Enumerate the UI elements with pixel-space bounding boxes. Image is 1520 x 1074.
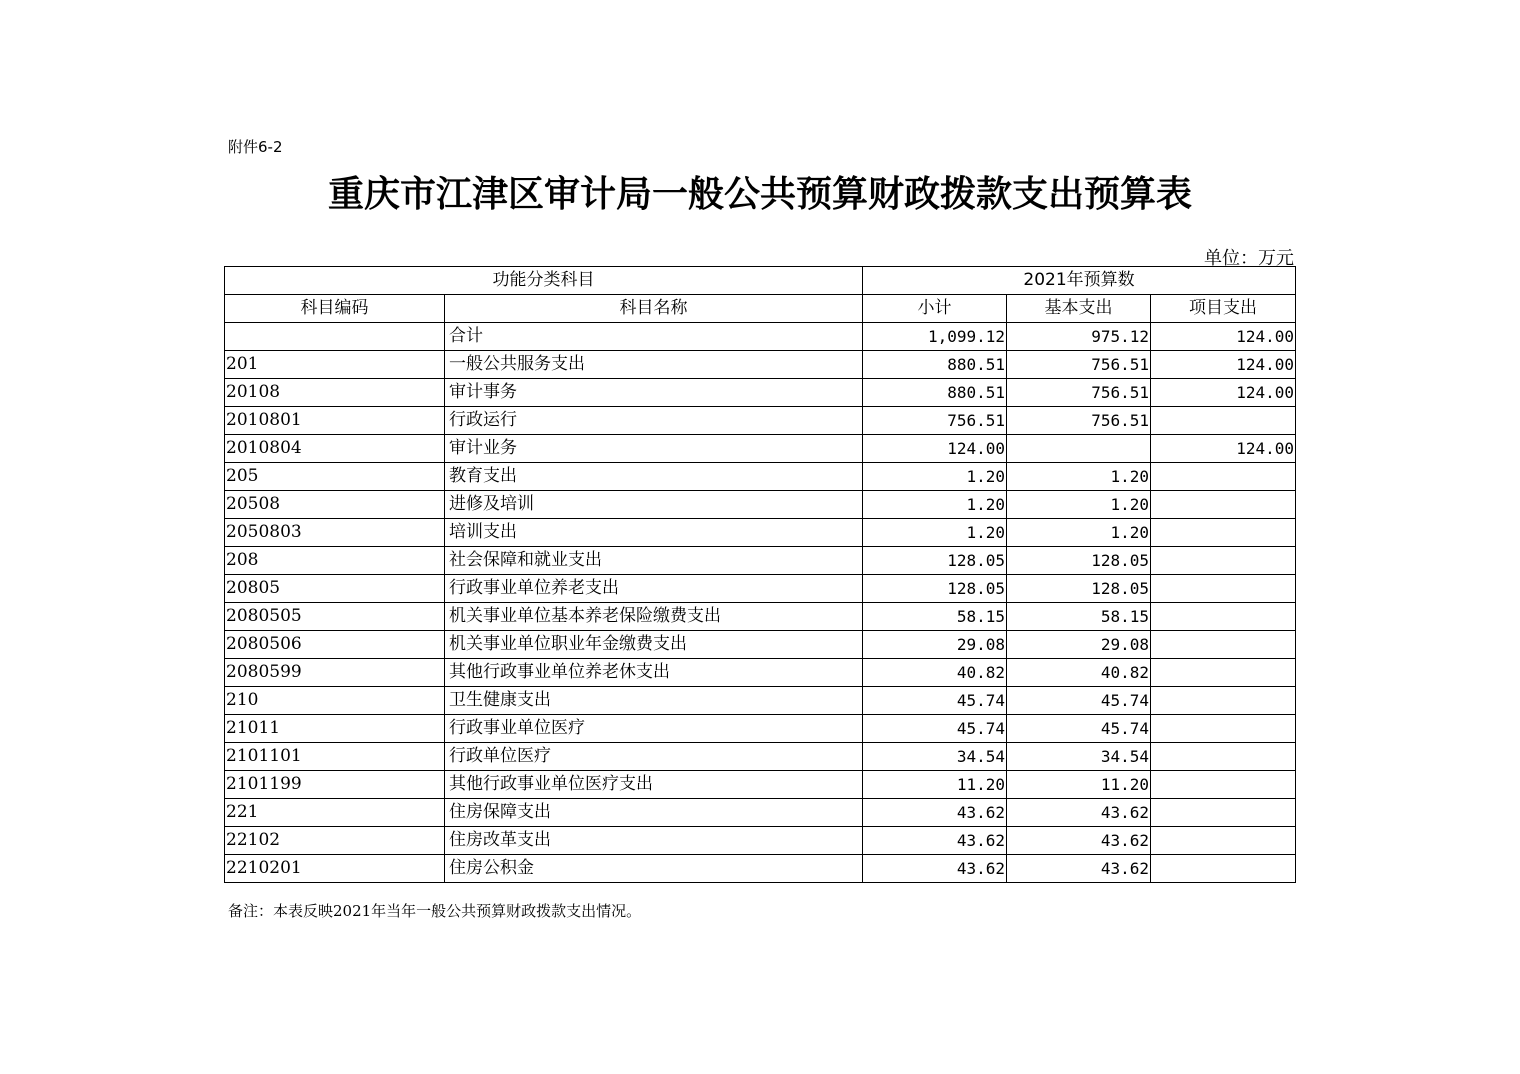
column-header-basic: 基本支出 xyxy=(1007,295,1151,323)
cell-project xyxy=(1151,659,1296,687)
cell-basic: 1.20 xyxy=(1007,519,1151,547)
cell-basic: 756.51 xyxy=(1007,407,1151,435)
cell-code: 20508 xyxy=(225,491,445,519)
cell-project xyxy=(1151,799,1296,827)
cell-basic: 45.74 xyxy=(1007,715,1151,743)
cell-name: 教育支出 xyxy=(445,463,863,491)
cell-name: 行政事业单位养老支出 xyxy=(445,575,863,603)
cell-project xyxy=(1151,687,1296,715)
table-row xyxy=(225,519,1296,547)
cell-code: 21011 xyxy=(225,715,445,743)
cell-name: 合计 xyxy=(445,323,863,351)
cell-basic: 58.15 xyxy=(1007,603,1151,631)
cell-project: 124.00 xyxy=(1151,379,1296,407)
cell-name: 机关事业单位职业年金缴费支出 xyxy=(445,631,863,659)
cell-basic: 43.62 xyxy=(1007,799,1151,827)
cell-code: 205 xyxy=(225,463,445,491)
cell-project xyxy=(1151,771,1296,799)
cell-name: 机关事业单位基本养老保险缴费支出 xyxy=(445,603,863,631)
cell-code: 2050803 xyxy=(225,519,445,547)
table-row xyxy=(225,743,1296,771)
cell-code: 201 xyxy=(225,351,445,379)
cell-project xyxy=(1151,407,1296,435)
column-header-code: 科目编码 xyxy=(225,295,445,323)
cell-code: 2080599 xyxy=(225,659,445,687)
table-row xyxy=(225,659,1296,687)
column-header-name: 科目名称 xyxy=(445,295,863,323)
table-row xyxy=(225,547,1296,575)
cell-code: 2210201 xyxy=(225,855,445,883)
cell-project xyxy=(1151,519,1296,547)
footnote: 备注：本表反映2021年当年一般公共预算财政拨款支出情况。 xyxy=(228,902,642,920)
cell-subtotal: 43.62 xyxy=(863,827,1007,855)
cell-code: 2101199 xyxy=(225,771,445,799)
table-row xyxy=(225,379,1296,407)
cell-code: 22102 xyxy=(225,827,445,855)
cell-project xyxy=(1151,855,1296,883)
budget-2021-header: 2021年预算数 xyxy=(863,267,1296,295)
cell-subtotal: 880.51 xyxy=(863,379,1007,407)
cell-project xyxy=(1151,631,1296,659)
cell-code: 208 xyxy=(225,547,445,575)
cell-project xyxy=(1151,547,1296,575)
cell-code: 210 xyxy=(225,687,445,715)
table-row xyxy=(225,715,1296,743)
cell-basic: 1.20 xyxy=(1007,463,1151,491)
attachment-label: 附件6-2 xyxy=(228,138,283,156)
cell-subtotal: 29.08 xyxy=(863,631,1007,659)
cell-subtotal: 124.00 xyxy=(863,435,1007,463)
column-header-project: 项目支出 xyxy=(1151,295,1296,323)
cell-project xyxy=(1151,463,1296,491)
cell-project xyxy=(1151,743,1296,771)
table-row xyxy=(225,771,1296,799)
cell-subtotal: 756.51 xyxy=(863,407,1007,435)
budget-table-body xyxy=(225,323,1296,883)
cell-subtotal: 1,099.12 xyxy=(863,323,1007,351)
cell-name: 审计事务 xyxy=(445,379,863,407)
table-row xyxy=(225,855,1296,883)
unit-label: 单位：万元 xyxy=(1204,248,1294,269)
cell-code: 221 xyxy=(225,799,445,827)
cell-name: 住房保障支出 xyxy=(445,799,863,827)
cell-name: 其他行政事业单位医疗支出 xyxy=(445,771,863,799)
cell-subtotal: 1.20 xyxy=(863,463,1007,491)
cell-name: 一般公共服务支出 xyxy=(445,351,863,379)
cell-subtotal: 1.20 xyxy=(863,491,1007,519)
cell-project: 124.00 xyxy=(1151,435,1296,463)
cell-code: 2101101 xyxy=(225,743,445,771)
cell-subtotal: 45.74 xyxy=(863,687,1007,715)
table-row xyxy=(225,631,1296,659)
cell-code xyxy=(225,323,445,351)
table-row xyxy=(225,575,1296,603)
cell-code: 2010804 xyxy=(225,435,445,463)
cell-name: 审计业务 xyxy=(445,435,863,463)
table-row xyxy=(225,799,1296,827)
cell-project xyxy=(1151,491,1296,519)
cell-subtotal: 58.15 xyxy=(863,603,1007,631)
table-row xyxy=(225,407,1296,435)
cell-name: 其他行政事业单位养老休支出 xyxy=(445,659,863,687)
cell-project xyxy=(1151,827,1296,855)
cell-basic: 1.20 xyxy=(1007,491,1151,519)
page-title: 重庆市江津区审计局一般公共预算财政拨款支出预算表 xyxy=(327,174,1192,215)
cell-name: 进修及培训 xyxy=(445,491,863,519)
cell-subtotal: 34.54 xyxy=(863,743,1007,771)
cell-subtotal: 128.05 xyxy=(863,547,1007,575)
function-category-header: 功能分类科目 xyxy=(225,267,863,295)
cell-basic: 45.74 xyxy=(1007,687,1151,715)
cell-name: 住房改革支出 xyxy=(445,827,863,855)
table-row xyxy=(225,435,1296,463)
cell-subtotal: 880.51 xyxy=(863,351,1007,379)
cell-subtotal: 43.62 xyxy=(863,855,1007,883)
cell-basic: 34.54 xyxy=(1007,743,1151,771)
column-header-row xyxy=(225,295,1296,323)
budget-table xyxy=(224,266,1296,883)
cell-subtotal: 11.20 xyxy=(863,771,1007,799)
cell-basic: 756.51 xyxy=(1007,379,1151,407)
cell-project xyxy=(1151,715,1296,743)
cell-code: 2080505 xyxy=(225,603,445,631)
cell-name: 住房公积金 xyxy=(445,855,863,883)
cell-basic: 128.05 xyxy=(1007,575,1151,603)
group-header-row xyxy=(225,267,1296,295)
cell-subtotal: 1.20 xyxy=(863,519,1007,547)
cell-subtotal: 45.74 xyxy=(863,715,1007,743)
cell-code: 2010801 xyxy=(225,407,445,435)
cell-code: 20108 xyxy=(225,379,445,407)
cell-name: 卫生健康支出 xyxy=(445,687,863,715)
column-header-subtotal: 小计 xyxy=(863,295,1007,323)
table-row xyxy=(225,827,1296,855)
cell-basic: 975.12 xyxy=(1007,323,1151,351)
cell-code: 2080506 xyxy=(225,631,445,659)
cell-basic: 11.20 xyxy=(1007,771,1151,799)
table-row xyxy=(225,323,1296,351)
cell-basic: 29.08 xyxy=(1007,631,1151,659)
cell-project xyxy=(1151,575,1296,603)
table-row xyxy=(225,603,1296,631)
cell-name: 行政事业单位医疗 xyxy=(445,715,863,743)
cell-name: 培训支出 xyxy=(445,519,863,547)
cell-basic xyxy=(1007,435,1151,463)
cell-subtotal: 43.62 xyxy=(863,799,1007,827)
cell-subtotal: 128.05 xyxy=(863,575,1007,603)
cell-code: 20805 xyxy=(225,575,445,603)
cell-basic: 128.05 xyxy=(1007,547,1151,575)
cell-name: 行政运行 xyxy=(445,407,863,435)
table-row xyxy=(225,491,1296,519)
cell-name: 行政单位医疗 xyxy=(445,743,863,771)
cell-name: 社会保障和就业支出 xyxy=(445,547,863,575)
table-row xyxy=(225,687,1296,715)
table-row xyxy=(225,463,1296,491)
cell-subtotal: 40.82 xyxy=(863,659,1007,687)
cell-project: 124.00 xyxy=(1151,323,1296,351)
cell-basic: 43.62 xyxy=(1007,827,1151,855)
table-row xyxy=(225,351,1296,379)
cell-project xyxy=(1151,603,1296,631)
cell-project: 124.00 xyxy=(1151,351,1296,379)
cell-basic: 40.82 xyxy=(1007,659,1151,687)
cell-basic: 43.62 xyxy=(1007,855,1151,883)
cell-basic: 756.51 xyxy=(1007,351,1151,379)
